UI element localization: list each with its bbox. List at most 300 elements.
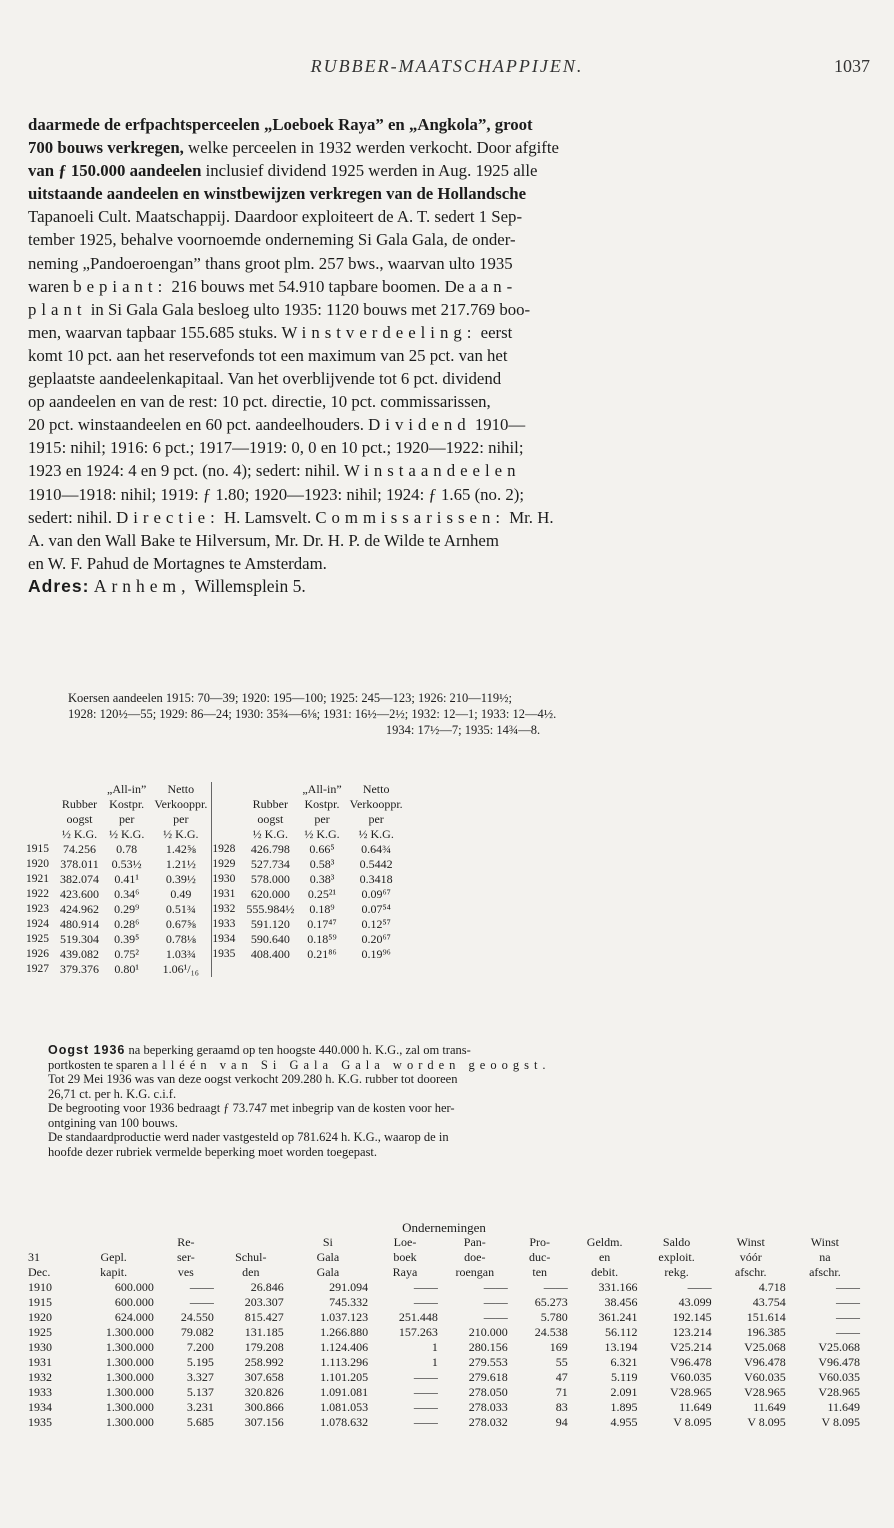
text-line	[48, 1043, 866, 1058]
table-cell: 1.078.632	[320, 1415, 369, 1429]
table-cell: 258.992	[244, 1355, 284, 1369]
col-header: den	[242, 1265, 260, 1279]
balance-rows	[26, 1280, 862, 1430]
table-cell: 1.300.000	[105, 1340, 154, 1354]
table-cell: 378.011	[60, 857, 99, 871]
page-header	[0, 56, 894, 82]
text: portkosten te sparen	[48, 1057, 152, 1072]
table-cell: 1926	[26, 948, 49, 960]
table-cell: 24.538	[534, 1325, 568, 1339]
col-header: „All-in”	[302, 782, 342, 796]
table-cell: ——	[413, 1280, 438, 1294]
table-cell: 624.000	[114, 1310, 154, 1324]
col-header: ves	[177, 1265, 194, 1279]
col-header	[26, 1235, 71, 1250]
col-header: kapit.	[100, 1265, 128, 1279]
col-header: Netto	[167, 782, 195, 796]
table-cell: 1931	[28, 1355, 52, 1369]
col-header: Rubber	[61, 797, 98, 811]
table-cell: 74.256	[63, 842, 96, 856]
balance-table	[26, 1235, 862, 1430]
table-cell: 1.06¹/₁₆	[162, 962, 199, 976]
table-cell: 280.156	[468, 1340, 508, 1354]
text: inclusief dividend 1925 werden in Aug. 1925 alle	[201, 161, 538, 181]
table-cell: V60.035	[669, 1370, 712, 1384]
col-header: Kostpr.	[109, 797, 145, 811]
table-cell: 0.29⁹	[114, 902, 140, 916]
table-cell: 1.124.406	[320, 1340, 369, 1354]
table-cell: ——	[413, 1370, 438, 1384]
col-header: Verkooppr.	[349, 797, 403, 811]
table-cell: 1.300.000	[105, 1370, 154, 1384]
col-header: ten	[532, 1265, 548, 1279]
address-label: Adres:	[28, 575, 90, 596]
table-row	[26, 1355, 862, 1370]
table-cell: ——	[543, 1280, 568, 1294]
table-cell: 426.798	[250, 842, 290, 856]
table-cell: 1.266.880	[320, 1325, 369, 1339]
text-line: komt 10 pct. aan het reservefonds tot een maximum van 25 pct. van het	[28, 345, 508, 365]
table-cell: 151.614	[746, 1310, 786, 1324]
table-row	[26, 1370, 862, 1385]
table-row	[26, 1325, 862, 1340]
col-header: en	[598, 1250, 611, 1264]
table-cell: 0.19⁹⁶	[361, 947, 391, 961]
table-cell: 203.307	[244, 1295, 284, 1309]
table-row	[26, 902, 407, 917]
table-cell: 600.000	[114, 1280, 154, 1294]
table-cell: 590.640	[250, 932, 290, 946]
table-cell: 0.66⁵	[309, 842, 335, 856]
table-cell: 1934	[212, 932, 243, 947]
table-cell: 1.300.000	[105, 1385, 154, 1399]
table-cell: 43.099	[678, 1295, 712, 1309]
table-cell: 71	[555, 1385, 568, 1399]
table-cell: 1932	[212, 902, 243, 917]
col-header: vóór	[739, 1250, 762, 1264]
table-cell: 279.618	[468, 1370, 508, 1384]
table-cell: 1935	[28, 1415, 52, 1429]
address-street: Willemsplein 5.	[190, 575, 306, 596]
col-header: Re-	[177, 1235, 195, 1249]
text-line: 1934: 17½—7; 1935: 14¾—8.	[385, 723, 541, 737]
table-cell: 278.033	[468, 1400, 508, 1414]
text-line: hoofde dezer rubriek vermelde beperking moet worden toegepast.	[48, 1144, 378, 1159]
table-row	[26, 1340, 862, 1355]
table-cell: V28.965	[669, 1385, 712, 1399]
table-cell: 1915	[28, 1295, 52, 1309]
table-cell: 1.895	[610, 1400, 638, 1414]
text-line: Koersen aandeelen 1915: 70—39; 1920: 195—100; 1925: 245—123; 1926: 210—119½;	[68, 691, 512, 705]
text-line: op aandeelen en van de rest: 10 pct. directie, 10 pct. commissarissen,	[28, 392, 491, 412]
table-cell: 0.25²¹	[307, 887, 337, 901]
col-header: per	[368, 812, 384, 826]
table-cell: 1928	[212, 842, 243, 857]
bold-text: 700 bouws verkregen,	[28, 138, 184, 158]
table-cell: V60.035	[818, 1370, 860, 1384]
table-cell: 1.091.081	[320, 1385, 369, 1399]
bold-text: daarmede de erfpachtsperceelen „Loeboek Raya” en „Angkola”, groot	[28, 115, 533, 134]
text-line: geplaatste aandeelenkapitaal. Van het overblijvende tot 6 pct. dividend	[28, 369, 502, 389]
table-cell: 1925	[26, 933, 49, 945]
col-header: ½ K.G.	[252, 827, 288, 841]
table-cell: 1927	[26, 963, 49, 975]
col-header: Schul-	[235, 1250, 267, 1264]
table-cell: 1.101.205	[320, 1370, 369, 1384]
text: waren	[28, 276, 74, 296]
table-cell: ——	[483, 1295, 508, 1309]
table-cell: 1934	[28, 1400, 52, 1414]
table-cell: 196.385	[746, 1325, 786, 1339]
table-cell: 1932	[28, 1370, 52, 1384]
production-rows	[26, 842, 407, 977]
text-line: Tapanoeli Cult. Maatschappij. Daardoor exploiteert de A. T. sedert 1 Sep-	[28, 207, 523, 227]
bold-text: van ƒ 150.000 aandeelen	[28, 161, 202, 181]
table-cell: 13.194	[604, 1340, 638, 1354]
col-header: Verkooppr.	[154, 797, 208, 811]
col-header: Winst	[736, 1235, 765, 1249]
table-cell: 0.64¾	[361, 842, 392, 856]
text: men, waarvan tapbaar 155.685 stuks.	[28, 322, 282, 342]
table-cell: 278.032	[468, 1415, 508, 1429]
table-cell: V25.068	[744, 1340, 786, 1354]
table-cell: 0.28⁶	[114, 917, 140, 931]
table-cell: 1	[431, 1340, 438, 1354]
table-cell: 0.39½	[165, 872, 196, 886]
text-line: A. van den Wall Bake te Hilversum, Mr. Dr. H. P. de Wilde te Arnhem	[28, 530, 499, 550]
text-line	[28, 298, 866, 321]
text: H. Lamsvelt.	[219, 507, 316, 527]
header-row	[26, 1265, 862, 1280]
table-row	[26, 1415, 862, 1430]
col-header: per	[314, 812, 330, 826]
table-cell: 527.734	[250, 857, 290, 871]
table-cell: 439.082	[60, 947, 99, 961]
table-cell: 1931	[212, 887, 243, 902]
col-header: per	[119, 812, 135, 826]
col-header: Winst	[810, 1235, 839, 1249]
table-cell: 815.427	[244, 1310, 284, 1324]
production-table	[26, 782, 407, 977]
col-header: ½ K.G.	[163, 827, 199, 841]
table-cell: 0.75²	[114, 947, 139, 961]
text-line	[28, 159, 866, 182]
table-cell: 0.12⁵⁷	[361, 917, 391, 931]
table-cell: 0.21⁸⁶	[307, 947, 337, 961]
col-header: 31	[28, 1250, 40, 1264]
table-cell: 1923	[26, 903, 49, 915]
header-row	[26, 1235, 862, 1250]
ondernemingen-section	[26, 1220, 862, 1430]
table-cell: 279.553	[468, 1355, 508, 1369]
table-cell: 1925	[28, 1325, 52, 1339]
table-row	[26, 932, 407, 947]
table-cell: 4.955	[610, 1415, 638, 1429]
table-cell: 5.119	[610, 1370, 638, 1384]
table-cell: 1.037.123	[320, 1310, 369, 1324]
table-cell: 1921	[26, 873, 49, 885]
text-line: 1915: nihil; 1916: 6 pct.; 1917—1919: 0, 0 en 10 pct.; 1920—1922: nihil;	[28, 438, 524, 458]
table-cell: 38.456	[604, 1295, 638, 1309]
spaced-text: alléén van Si Gala Gala worden geoogst.	[151, 1057, 551, 1072]
text: 20 pct. winstaandeelen en 60 pct. aandeelhouders.	[28, 415, 369, 435]
table-cell: 1.21½	[165, 857, 196, 871]
table-cell: 0.80¹	[114, 962, 139, 976]
table-cell: 307.658	[244, 1370, 284, 1384]
table-cell: 0.67⅝	[165, 917, 196, 931]
table-cell: V28.965	[744, 1385, 786, 1399]
table-cell: 1.03¾	[165, 947, 196, 961]
table-cell: 5.780	[540, 1310, 568, 1324]
text: 1910—	[470, 415, 526, 435]
table-cell: V96.478	[669, 1355, 712, 1369]
text: 1923 en 1924: 4 en 9 pct. (no. 4); sedert: nihil.	[28, 461, 344, 481]
balance-header	[26, 1235, 862, 1280]
text-line	[28, 459, 866, 482]
table-cell: V25.068	[818, 1340, 860, 1354]
spaced-text: bepiant:	[73, 276, 168, 296]
table-cell: 3.327	[186, 1370, 214, 1384]
table-cell: 79.082	[180, 1325, 214, 1339]
table-row	[26, 1310, 862, 1325]
table-cell: ——	[413, 1415, 438, 1429]
table-cell: 1.42⅝	[165, 842, 196, 856]
col-header: ½ K.G.	[358, 827, 394, 841]
table-cell: 1920	[26, 858, 49, 870]
table-cell: ——	[413, 1385, 438, 1399]
table-row	[26, 1385, 862, 1400]
share-prices	[68, 690, 858, 738]
text-line: tember 1925, behalve voornoemde onderneming Si Gala Gala, de onder-	[28, 230, 516, 250]
harvest-label: Oogst 1936	[48, 1043, 126, 1057]
col-header: Dec.	[28, 1265, 51, 1279]
col-header: Si	[322, 1235, 333, 1249]
address-line	[28, 575, 866, 598]
table-cell: 1.113.296	[320, 1355, 369, 1369]
table-cell: 578.000	[250, 872, 290, 886]
table-cell: 382.074	[60, 872, 99, 886]
table-cell: 55	[555, 1355, 568, 1369]
table-cell: 11.649	[827, 1400, 860, 1414]
text: in Si Gala Gala besloeg ulto 1935: 1120 bouws met 217.769 boo-	[86, 299, 531, 319]
table-cell: 3.231	[186, 1400, 214, 1414]
table-cell: 0.09⁶⁷	[361, 887, 391, 901]
spaced-text: Directie:	[116, 507, 220, 527]
spaced-text: Commissarissen:	[315, 507, 506, 527]
table-row	[26, 1295, 862, 1310]
table-cell: 1.300.000	[105, 1415, 154, 1429]
text-line	[48, 1058, 866, 1073]
col-header: duc-	[529, 1250, 551, 1264]
page-number: 1037	[834, 56, 870, 76]
table-cell: 0.07⁵⁴	[361, 902, 391, 916]
col-header: ½ K.G.	[61, 827, 98, 841]
table-cell: 1	[431, 1355, 438, 1369]
table-cell: 0.5442	[359, 857, 393, 871]
col-header	[71, 1235, 155, 1250]
table-cell: 278.050	[468, 1385, 508, 1399]
table-cell: 1930	[28, 1340, 52, 1354]
spaced-text: plant	[28, 299, 87, 319]
table-cell: 4.718	[758, 1280, 786, 1294]
col-header: exploit.	[658, 1250, 695, 1264]
col-header: afschr.	[809, 1265, 841, 1279]
col-header: Geldm.	[586, 1235, 623, 1249]
spaced-text: Winstaandeelen	[344, 461, 521, 481]
table-cell: 192.145	[672, 1310, 712, 1324]
table-cell: V 8.095	[747, 1415, 786, 1429]
table-cell: 1.300.000	[105, 1325, 154, 1339]
text: eerst	[476, 322, 513, 342]
table-cell: ——	[836, 1310, 860, 1324]
table-cell: 0.34⁶	[114, 887, 140, 901]
table-cell: ——	[483, 1280, 508, 1294]
table-caption: Ondernemingen	[402, 1220, 486, 1235]
table-cell: 26.846	[250, 1280, 284, 1294]
col-header: boek	[393, 1250, 417, 1264]
table-cell: ——	[836, 1325, 860, 1339]
table-cell: 0.41¹	[114, 872, 139, 886]
col-header: „All-in”	[107, 782, 147, 796]
col-header: roengan	[455, 1265, 495, 1279]
table-cell: 5.195	[186, 1355, 214, 1369]
text: Mr. H.	[505, 507, 554, 527]
table-cell: 291.094	[329, 1280, 369, 1294]
text-line: De standaardproductie werd nader vastgesteld op 781.624 h. K.G., waarop de in	[48, 1130, 449, 1144]
header-row	[26, 1250, 862, 1265]
table-cell: V96.478	[818, 1355, 860, 1369]
table-cell: 0.58³	[309, 857, 335, 871]
col-header: doe-	[464, 1250, 486, 1264]
table-cell: 745.332	[329, 1295, 369, 1309]
table-cell: 0.39⁵	[114, 932, 140, 946]
table-cell: 1920	[28, 1310, 52, 1324]
table-cell: ——	[189, 1280, 214, 1294]
table-cell: ——	[836, 1295, 860, 1309]
table-cell: V96.478	[744, 1355, 786, 1369]
table-cell: 65.273	[534, 1295, 568, 1309]
table-cell: 620.000	[250, 887, 290, 901]
col-header: rekg.	[664, 1265, 689, 1279]
table-cell: 424.962	[60, 902, 99, 916]
table-cell: 83	[555, 1400, 568, 1414]
table-cell: V25.214	[669, 1340, 712, 1354]
table-cell: ——	[483, 1310, 508, 1324]
table-row	[26, 962, 407, 977]
table-cell: 331.166	[598, 1280, 638, 1294]
table-cell: 1930	[212, 872, 243, 887]
text-line	[28, 136, 866, 159]
table-cell: 251.448	[398, 1310, 438, 1324]
table-cell: 320.826	[244, 1385, 284, 1399]
text: sedert: nihil.	[28, 507, 117, 527]
text-line	[28, 506, 866, 529]
text-line	[28, 321, 866, 344]
text: welke perceelen in 1932 werden verkocht. Door afgifte	[183, 138, 559, 158]
table-cell: 519.304	[60, 932, 99, 946]
col-header	[216, 1235, 286, 1250]
table-cell: 1910	[28, 1280, 52, 1294]
table-cell: 361.241	[598, 1310, 638, 1324]
table-cell: ——	[836, 1280, 860, 1294]
text-line	[28, 413, 866, 436]
text: 216 bouws met 54.910 tapbare boomen. De	[167, 276, 469, 296]
col-header: Netto	[362, 782, 390, 796]
table-cell: ——	[413, 1295, 438, 1309]
table-cell: V28.965	[818, 1385, 860, 1399]
table-cell: 600.000	[114, 1295, 154, 1309]
text-line: en W. F. Pahud de Mortagnes te Amsterdam.	[28, 553, 327, 573]
table-cell: 131.185	[244, 1325, 284, 1339]
table-row	[26, 917, 407, 932]
table-cell: 591.120	[250, 917, 290, 931]
col-header: Gepl.	[100, 1250, 127, 1264]
col-header: Raya	[392, 1265, 418, 1279]
table-cell: 1935	[212, 947, 243, 962]
col-header: oogst	[257, 812, 284, 826]
spaced-text: aan-	[468, 276, 518, 296]
table-row	[26, 842, 407, 857]
col-header: Saldo	[662, 1235, 691, 1249]
table-cell: 6.321	[610, 1355, 638, 1369]
company-description	[28, 113, 866, 598]
table-cell: 5.685	[186, 1415, 214, 1429]
table-cell: 0.38³	[309, 872, 335, 886]
table-cell: 0.20⁶⁷	[361, 932, 391, 946]
spaced-text: Winstverdeeling:	[281, 322, 477, 342]
col-header: Rubber	[252, 797, 288, 811]
table-cell: 1915	[26, 843, 49, 855]
col-header: Gala	[316, 1250, 340, 1264]
table-cell: 1.300.000	[105, 1400, 154, 1414]
table-cell: 480.914	[60, 917, 99, 931]
col-header: Gala	[316, 1265, 340, 1279]
table-cell: 1929	[212, 857, 243, 872]
text-line: uitstaande aandeelen en winstbewijzen verkregen van de Hollandsche	[28, 184, 527, 204]
col-header: debit.	[591, 1265, 619, 1279]
table-cell: 24.550	[180, 1310, 214, 1324]
table-cell: 210.000	[468, 1325, 508, 1339]
col-header: Kostpr.	[304, 797, 340, 811]
table-cell: 1922	[26, 888, 49, 900]
text-line: De begrooting voor 1936 bedraagt ƒ 73.747 met inbegrip van de kosten voor her-	[48, 1101, 455, 1115]
harvest-note	[48, 1043, 866, 1159]
text-line: 1910—1918: nihil; 1919: ƒ 1.80; 1920—1923: nihil; 1924: ƒ 1.65 (no. 2);	[28, 484, 524, 504]
table-cell: 408.400	[250, 947, 290, 961]
table-cell: 379.376	[60, 962, 99, 976]
table-cell: 0.51¾	[165, 902, 196, 916]
table-cell: 0.3418	[359, 872, 393, 886]
table-cell: 0.17⁴⁷	[307, 917, 337, 931]
table-cell: 1924	[26, 918, 49, 930]
table-cell: 2.091	[610, 1385, 638, 1399]
text-line	[28, 113, 866, 136]
table-cell: 43.754	[752, 1295, 786, 1309]
table-cell: 1933	[28, 1385, 52, 1399]
table-cell: 555.984½	[246, 902, 295, 916]
table-cell: 11.649	[753, 1400, 786, 1414]
col-header: ser-	[176, 1250, 195, 1264]
table-cell: 179.208	[244, 1340, 284, 1354]
table-cell: 11.649	[679, 1400, 712, 1414]
table-row	[26, 1280, 862, 1295]
table-cell: ——	[687, 1280, 712, 1294]
table-cell: V 8.095	[673, 1415, 712, 1429]
text-line: ontgining van 100 bouws.	[48, 1115, 178, 1130]
table-cell: 0.18⁹	[309, 902, 335, 916]
table-cell: 307.156	[244, 1415, 284, 1429]
table-cell: 7.200	[186, 1340, 214, 1354]
